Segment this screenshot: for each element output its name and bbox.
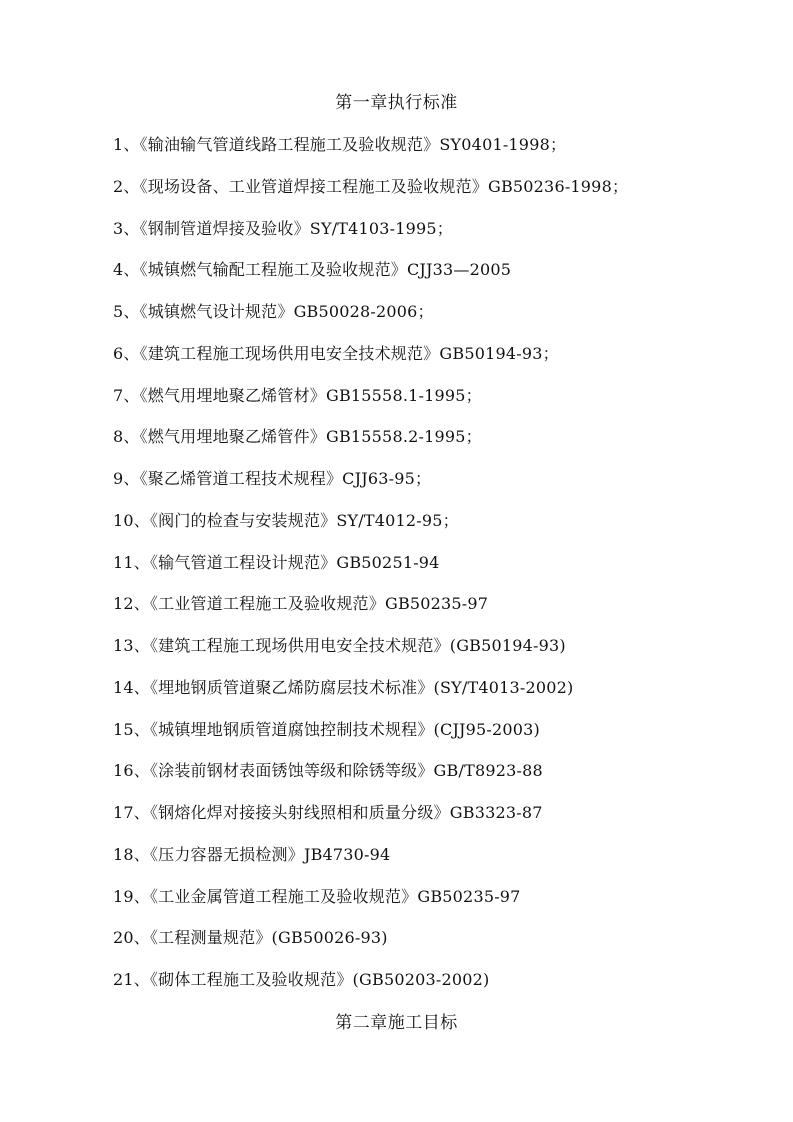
- standard-item: 21、《砌体工程施工及验收规范》(GB50203-2002): [113, 970, 490, 989]
- standard-item: 7、《燃气用埋地聚乙烯管材》GB15558.1-1995；: [113, 385, 482, 405]
- chapter-2-title: 第二章施工目标: [335, 1013, 458, 1033]
- standard-item: 10、《阀门的检查与安装规范》SY/T4012-95；: [113, 510, 459, 530]
- standard-item: 18、《压力容器无损检测》JB4730-94: [113, 844, 391, 864]
- standard-item: 15、《城镇埋地钢质管道腐蚀控制技术规程》(CJJ95-2003): [113, 719, 540, 739]
- standard-item: 12、《工业管道工程施工及验收规范》GB50235-97: [113, 594, 489, 614]
- standard-item: 2、《现场设备、工业管道焊接工程施工及验收规范》GB50236-1998；: [113, 176, 629, 196]
- standards-list: [113, 135, 628, 1012]
- standard-item: 11、《输气管道工程设计规范》GB50251-94: [113, 552, 440, 572]
- standard-item: 13、《建筑工程施工现场供用电安全技术规范》(GB50194-93): [113, 636, 566, 655]
- standard-item: 17、《钢熔化焊对接接头射线照相和质量分级》GB3323-87: [113, 803, 543, 822]
- standard-item: 5、《城镇燃气设计规范》GB50028-2006；: [113, 302, 434, 321]
- standard-item: 3、《钢制管道焊接及验收》SY/T4103-1995；: [113, 218, 454, 238]
- standard-item: 19、《工业金属管道工程施工及验收规范》GB50235-97: [113, 886, 521, 906]
- chapter-1-title: 第一章执行标准: [335, 93, 458, 113]
- standard-item: 6、《建筑工程施工现场供用电安全技术规范》GB50194-93；: [113, 343, 559, 363]
- standard-item: 16、《涂装前钢材表面锈蚀等级和除锈等级》GB/T8923-88: [113, 761, 543, 781]
- standard-item: 14、《埋地钢质管道聚乙烯防腐层技术标准》(SY/T4013-2002): [113, 677, 574, 697]
- standard-item: 4、《城镇燃气输配工程施工及验收规范》CJJ33—2005: [113, 260, 512, 280]
- standard-item: 8、《燃气用埋地聚乙烯管件》GB15558.2-1995；: [113, 427, 482, 447]
- standard-item: 20、《工程测量规范》(GB50026-93): [113, 928, 388, 948]
- standard-item: 1、《输油输气管道线路工程施工及验收规范》SY0401-1998；: [113, 135, 567, 154]
- standard-item: 9、《聚乙烯管道工程技术规程》CJJ63-95；: [113, 469, 432, 488]
